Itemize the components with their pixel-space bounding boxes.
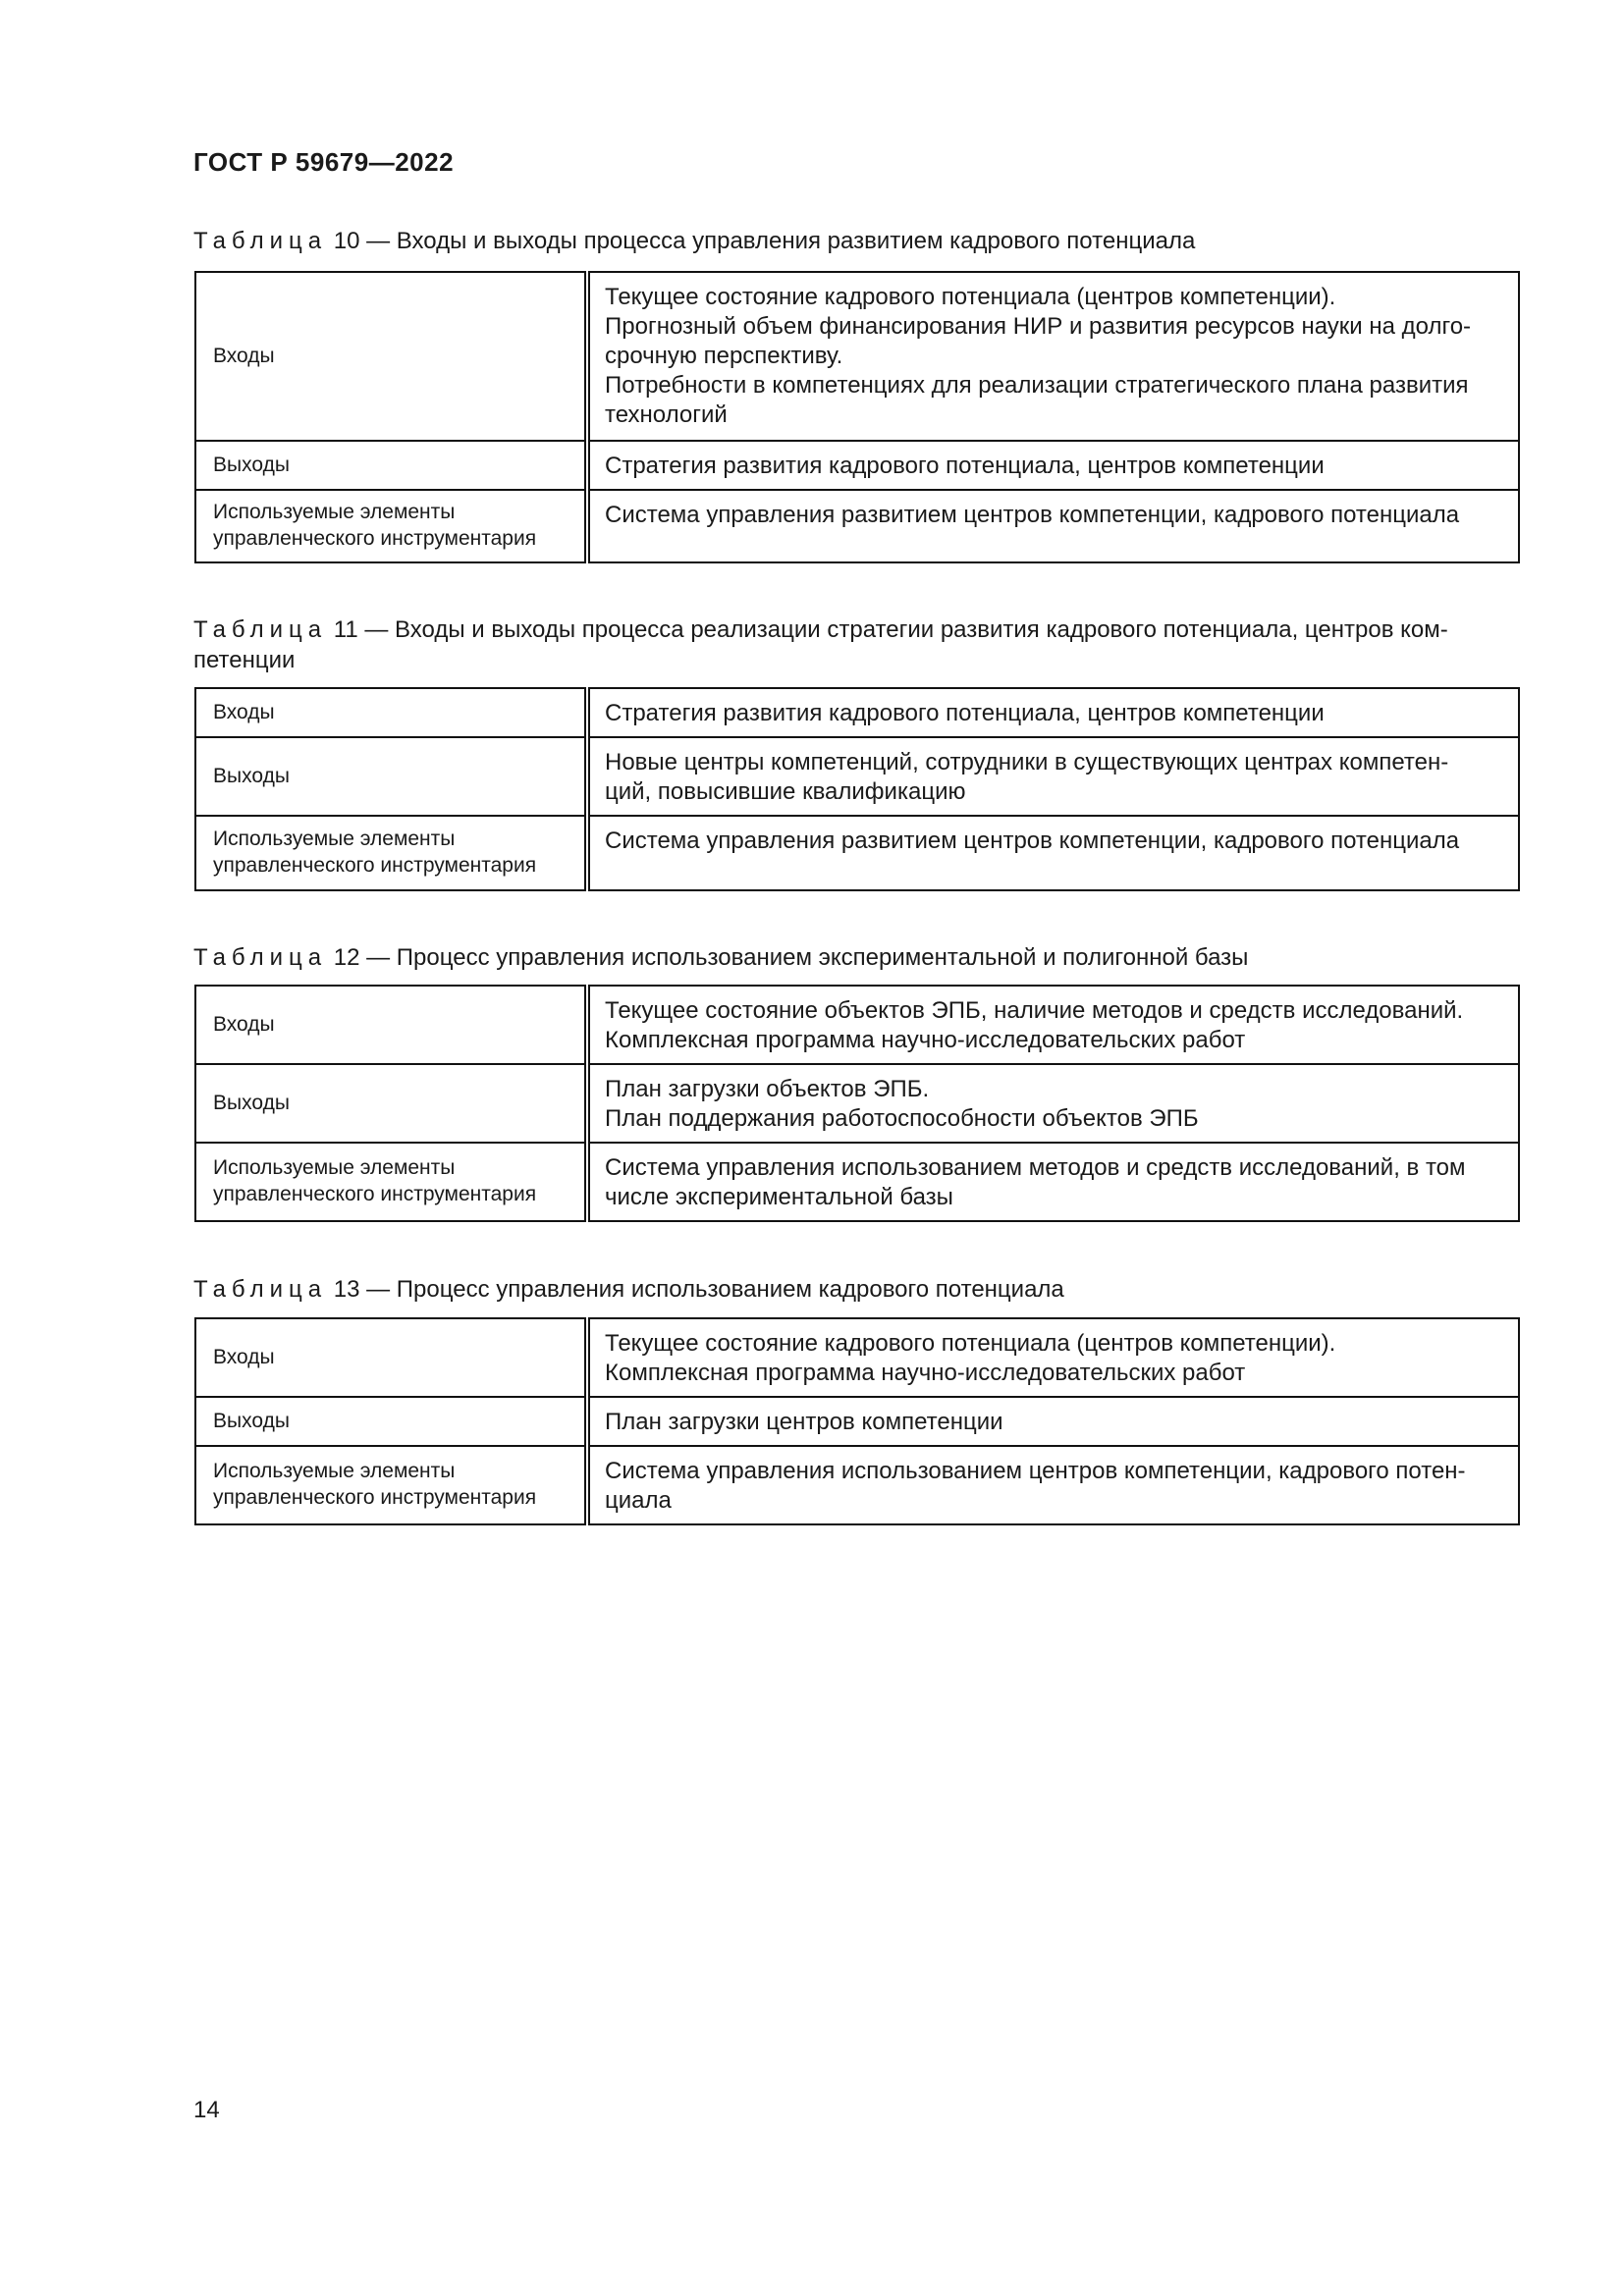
standard-header: ГОСТ Р 59679—2022 — [193, 147, 455, 177]
row-label: Входы — [195, 688, 587, 737]
table-10-caption — [193, 226, 1519, 256]
row-value: Система управления развитием центров компетенции, кадрового потенциала — [587, 490, 1519, 562]
row-label: Используемые элементы управленческого инструментария — [195, 1446, 587, 1524]
row-label: Выходы — [195, 1064, 587, 1143]
row-value: План загрузки центров компетенции — [587, 1397, 1519, 1446]
table-caption-text: 12 — Процесс управления использованием экспериментальной и полигонной базы — [327, 944, 1249, 971]
table-caption-prefix: Таблица — [193, 616, 328, 643]
table-11 — [194, 687, 1520, 891]
table-caption-text: 10 — Входы и выходы процесса управления развитием кадрового потенциала — [327, 228, 1196, 254]
row-value: Новые центры компетенций, сотрудники в существующих центрах компетен- ций, повысившие квалификацию — [587, 737, 1519, 816]
table-12 — [194, 985, 1520, 1222]
row-value: План загрузки объектов ЭПБ. План поддержания работоспособности объектов ЭПБ — [587, 1064, 1519, 1143]
table-row — [195, 986, 1519, 1064]
table-row — [195, 1064, 1519, 1143]
table-row — [195, 441, 1519, 490]
row-label: Входы — [195, 1318, 587, 1397]
table-caption-text-2: петенции — [193, 647, 296, 673]
row-value: Система управления использованием методов и средств исследований, в том числе экспериментальной базы — [587, 1143, 1519, 1221]
table-13-caption — [193, 1274, 1519, 1305]
table-row — [195, 816, 1519, 890]
table-12-caption — [193, 942, 1519, 973]
table-row — [195, 688, 1519, 737]
table-caption-prefix: Таблица — [193, 228, 328, 254]
table-row — [195, 1318, 1519, 1397]
table-caption-text: 13 — Процесс управления использованием кадрового потенциала — [327, 1276, 1064, 1303]
row-value: Текущее состояние кадрового потенциала (центров компетенции). Прогнозный объем финансирования НИР и развития ресурсов науки на долго- срочную перспективу. Потребности в компетенциях для реализации стратегического плана развития технологий — [605, 284, 1472, 428]
table-13 — [194, 1317, 1520, 1525]
row-label: Выходы — [195, 441, 587, 490]
table-row — [195, 737, 1519, 816]
row-value: Текущее состояние объектов ЭПБ, наличие методов и средств исследований. Комплексная программа научно-исследовательских работ — [605, 997, 1464, 1053]
row-label: Входы — [195, 272, 587, 441]
table-caption-prefix: Таблица — [193, 944, 328, 971]
row-label: Выходы — [195, 737, 587, 816]
row-label: Входы — [195, 986, 587, 1064]
row-value: Стратегия развития кадрового потенциала, центров компетенции — [587, 441, 1519, 490]
row-value: Стратегия развития кадрового потенциала, центров компетенции — [605, 700, 1325, 726]
table-row — [195, 272, 1519, 441]
table-caption-prefix: Таблица — [193, 1276, 328, 1303]
row-label: Используемые элементы управленческого инструментария — [195, 1143, 587, 1221]
page-number: 14 — [193, 2097, 220, 2123]
table-row — [195, 1143, 1519, 1221]
table-row — [195, 490, 1519, 562]
row-value: Система управления использованием центров компетенции, кадрового потен- циала — [587, 1446, 1519, 1524]
row-value: Текущее состояние кадрового потенциала (центров компетенции). Комплексная программа научно-исследовательских работ — [605, 1330, 1336, 1386]
table-11-caption — [193, 614, 1519, 675]
table-row — [195, 1397, 1519, 1446]
table-row — [195, 1446, 1519, 1524]
row-label: Выходы — [195, 1397, 587, 1446]
table-10 — [194, 271, 1520, 563]
row-label: Используемые элементы управленческого инструментария — [195, 490, 587, 562]
row-value: Система управления развитием центров компетенции, кадрового потенциала — [587, 816, 1519, 890]
row-label: Используемые элементы управленческого инструментария — [195, 816, 587, 890]
table-caption-text: 11 — Входы и выходы процесса реализации стратегии развития кадрового потенциала, центров ком- — [327, 616, 1448, 643]
